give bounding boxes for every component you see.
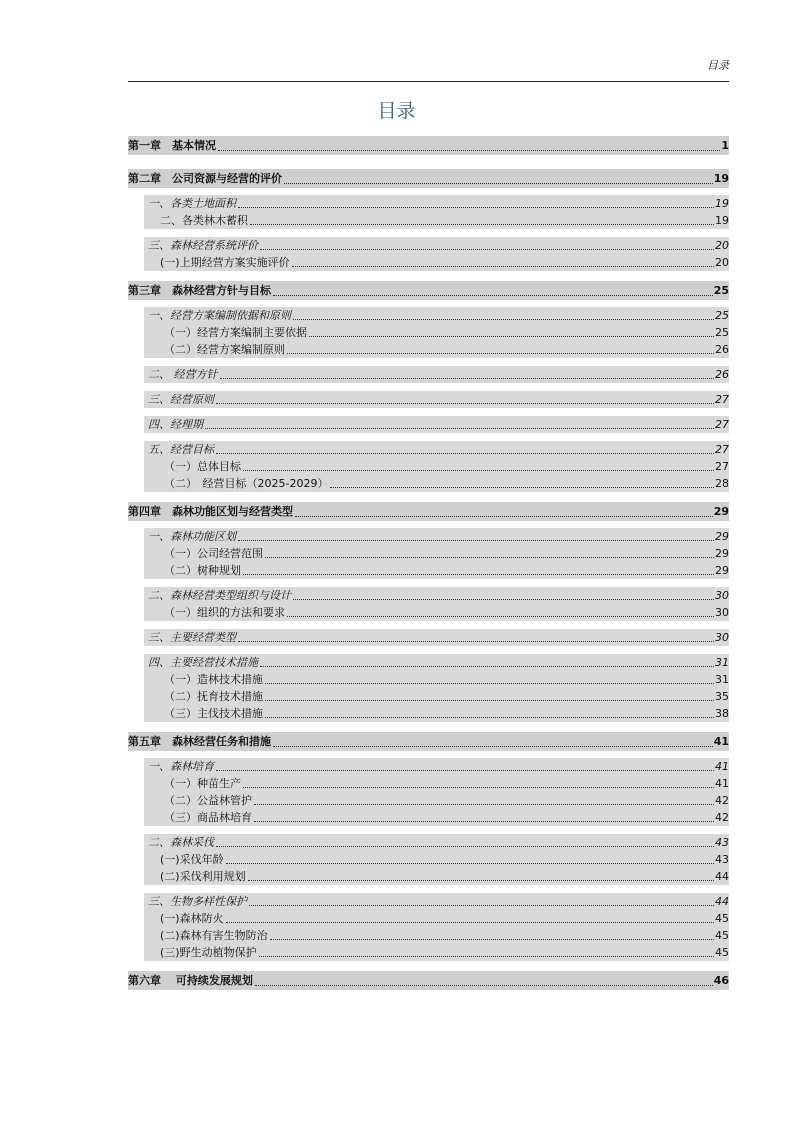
toc-leader-dots [265,557,714,558]
toc-leader-dots [265,700,714,701]
toc-section-entry[interactable] [144,910,729,927]
toc-entry-title: 三、主要经营类型 [148,631,236,644]
toc-section-entry[interactable] [144,366,729,383]
toc-page-number: 20 [715,256,729,269]
toc-entry-title: （一）经营方案编制主要依据 [164,326,307,339]
toc-leader-dots [238,540,714,541]
toc-page-number: 30 [715,589,729,602]
toc-entry-title: （一）公司经营范围 [164,547,263,560]
toc-page-number: 43 [715,853,729,866]
toc-section-block [144,195,729,229]
toc-leader-dots [243,470,714,471]
toc-section-entry[interactable] [144,237,729,254]
toc-page-number: 25 [713,284,729,297]
toc-page-number: 42 [715,811,729,824]
toc-page-number: 45 [715,912,729,925]
toc-section-entry[interactable] [144,927,729,944]
toc-section-entry[interactable] [144,195,729,212]
toc-chapter-group [128,971,729,990]
toc-leader-dots [218,150,720,151]
toc-leader-dots [260,249,714,250]
toc-entry-title: 二、 经营方针 [148,368,218,381]
toc-leader-dots [287,616,714,617]
toc-leader-dots [287,353,714,354]
toc-entry-title: 第一章 基本情况 [128,139,216,152]
toc-page-number: 27 [715,393,729,406]
toc-section-entry[interactable] [144,758,729,775]
toc-leader-dots [265,683,714,684]
toc-entry-title: (三)野生动植物保护 [160,946,257,959]
toc-entry-title: (二)森林有害生物防治 [160,929,268,942]
toc-entry-title: （一）种苗生产 [164,777,241,790]
toc-leader-dots [309,336,714,337]
toc-leader-dots [216,453,714,454]
toc-page-number: 38 [715,707,729,720]
toc-leader-dots [243,574,714,575]
toc-entry-title: （一）组织的方法和要求 [164,606,285,619]
toc-leader-dots [248,880,714,881]
toc-section-entry[interactable] [144,475,729,492]
toc-page-number: 19 [713,172,729,185]
header-rule [128,81,729,82]
toc-section-block [144,587,729,621]
toc-entry-title: （二）抚育技术措施 [164,690,263,703]
toc-leader-dots [238,641,714,642]
toc-entry-title: 第二章 公司资源与经营的评价 [128,172,282,185]
toc-chapter-group [128,732,729,961]
toc-entry-title: (一)上期经营方案实施评价 [160,256,290,269]
toc-section-entry[interactable] [144,212,729,229]
toc-page-number: 27 [715,418,729,431]
toc-entry-title: 四、经理期 [148,418,203,431]
toc-chapter-entry[interactable] [128,732,729,751]
toc-section-entry[interactable] [144,775,729,792]
toc-leader-dots [243,787,714,788]
toc-leader-dots [255,985,713,986]
toc-page-number: 28 [715,477,729,490]
toc-leader-dots [216,846,714,847]
toc-leader-dots [220,378,715,379]
toc-page-number: 29 [715,564,729,577]
toc-entry-title: (二)采伐利用规划 [160,870,246,883]
toc-page-number: 42 [715,794,729,807]
toc-entry-title: 二、森林经营类型组织与设计 [148,589,291,602]
toc-page-number: 25 [715,309,729,322]
toc-chapter-group [128,502,729,722]
toc-leader-dots [249,905,714,906]
toc-entry-title: （二）树种规划 [164,564,241,577]
toc-section-entry[interactable] [144,944,729,961]
toc-section-block [144,758,729,826]
toc-section-block [144,307,729,358]
toc-section-block [144,528,729,579]
toc-leader-dots [205,428,714,429]
toc-leader-dots [292,266,714,267]
toc-leader-dots [260,666,714,667]
toc-page-number: 41 [715,760,729,773]
toc-section-entry[interactable] [144,587,729,604]
running-header: 目录 [707,59,729,72]
toc-entry-title: （二）公益林管护 [164,794,252,807]
toc-section-entry[interactable] [144,254,729,271]
toc-entry-title: （三）主伐技术措施 [164,707,263,720]
toc-entry-title: 第三章 森林经营方针与目标 [128,284,271,297]
toc-chapter-entry[interactable] [128,281,729,300]
toc-page-number: 29 [713,505,729,518]
toc-leader-dots [284,183,713,184]
toc-entry-title: 第六章 可持续发展规划 [128,974,253,987]
toc-entry-title: 一、森林培育 [148,760,214,773]
toc-leader-dots [265,717,714,718]
toc-page-number: 44 [715,895,729,908]
toc-chapter-entry[interactable] [128,502,729,521]
toc-section-entry[interactable] [144,528,729,545]
toc-page-number: 19 [715,197,729,210]
toc-entry-title: （一）造林技术措施 [164,673,263,686]
toc-page-number: 27 [715,460,729,473]
toc-page-number: 45 [715,946,729,959]
toc-section-block [144,654,729,722]
toc-leader-dots [254,804,714,805]
toc-leader-dots [254,821,714,822]
toc-section-block [144,391,729,408]
toc-section-entry[interactable] [144,604,729,621]
toc-entry-title: 三、经营原则 [148,393,214,406]
toc-entry-title: （三）商品林培育 [164,811,252,824]
toc-entry-title: （二）经营方案编制原则 [164,343,285,356]
toc-page-number: 35 [715,690,729,703]
toc-leader-dots [226,863,714,864]
toc-page-number: 45 [715,929,729,942]
toc-page-number: 41 [713,735,729,748]
toc-page-number: 19 [715,214,729,227]
toc-leader-dots [216,770,714,771]
toc-section-entry[interactable] [144,629,729,646]
toc-page-number: 44 [715,870,729,883]
toc-section-entry[interactable] [144,391,729,408]
toc-section-entry[interactable] [144,341,729,358]
toc-section-block [144,441,729,492]
toc-entry-title: 二、森林采伐 [148,836,214,849]
toc-section-entry[interactable] [144,654,729,671]
toc-leader-dots [250,224,714,225]
toc-entry-title: 一、经营方案编制依据和原则 [148,309,291,322]
toc-section-entry[interactable] [144,834,729,851]
toc-leader-dots [273,746,713,747]
toc-section-entry[interactable] [144,688,729,705]
toc-page-number: 27 [715,443,729,456]
toc-chapter-entry[interactable] [128,169,729,188]
toc-entry-title: 五、经营目标 [148,443,214,456]
toc-leader-dots [273,295,713,296]
toc-chapter-entry[interactable] [128,971,729,990]
toc-leader-dots [226,922,714,923]
toc-leader-dots [293,319,714,320]
toc-section-entry[interactable] [144,792,729,809]
toc-section-entry[interactable] [144,416,729,433]
toc-page-number: 41 [715,777,729,790]
toc-chapter-group [128,136,729,155]
toc-section-block [144,834,729,885]
toc-section-entry[interactable] [144,851,729,868]
table-of-contents [128,136,729,1004]
toc-leader-dots [330,487,714,488]
toc-page-number: 26 [715,343,729,356]
toc-section-block [144,237,729,271]
toc-page-number: 46 [713,974,729,987]
toc-leader-dots [259,956,714,957]
page-title: 目录 [377,100,416,122]
toc-section-entry[interactable] [144,705,729,722]
toc-entry-title: 三、生物多样性保护 [148,895,247,908]
toc-section-entry[interactable] [144,307,729,324]
toc-chapter-group [128,281,729,492]
toc-page-number: 30 [715,631,729,644]
toc-page-number: 25 [715,326,729,339]
toc-entry-title: 三、森林经营系统评价 [148,239,258,252]
toc-leader-dots [295,516,713,517]
toc-page-number: 26 [715,368,729,381]
toc-section-entry[interactable] [144,441,729,458]
toc-page-number: 31 [715,673,729,686]
toc-page-number: 43 [715,836,729,849]
toc-page-number: 20 [715,239,729,252]
toc-section-block [144,629,729,646]
toc-entry-title: 第四章 森林功能区划与经营类型 [128,505,293,518]
toc-entry-title: （一）总体目标 [164,460,241,473]
toc-section-entry[interactable] [144,671,729,688]
toc-leader-dots [238,207,714,208]
toc-page-number: 31 [715,656,729,669]
toc-leader-dots [293,599,714,600]
toc-page-number: 29 [715,530,729,543]
toc-entry-title: (一)采伐年龄 [160,853,224,866]
toc-leader-dots [270,939,714,940]
toc-section-entry[interactable] [144,458,729,475]
toc-entry-title: 四、主要经营技术措施 [148,656,258,669]
toc-section-block [144,893,729,961]
toc-section-block [144,366,729,383]
toc-chapter-entry[interactable] [128,136,729,155]
toc-chapter-group [128,169,729,271]
toc-entry-title: （二） 经营目标（2025-2029） [164,477,329,490]
toc-section-block [144,416,729,433]
toc-entry-title: (一)森林防火 [160,912,224,925]
toc-entry-title: 第五章 森林经营任务和措施 [128,735,271,748]
toc-entry-title: 一、各类土地面积 [148,197,236,210]
toc-entry-title: 二、各类林木蓄积 [160,214,248,227]
toc-leader-dots [216,403,714,404]
toc-page-number: 1 [721,139,729,152]
toc-entry-title: 一、森林功能区划 [148,530,236,543]
toc-section-entry[interactable] [144,868,729,885]
toc-section-entry[interactable] [144,893,729,910]
toc-section-entry[interactable] [144,324,729,341]
toc-section-entry[interactable] [144,562,729,579]
toc-page-number: 30 [715,606,729,619]
toc-section-entry[interactable] [144,545,729,562]
toc-section-entry[interactable] [144,809,729,826]
toc-page-number: 29 [715,547,729,560]
